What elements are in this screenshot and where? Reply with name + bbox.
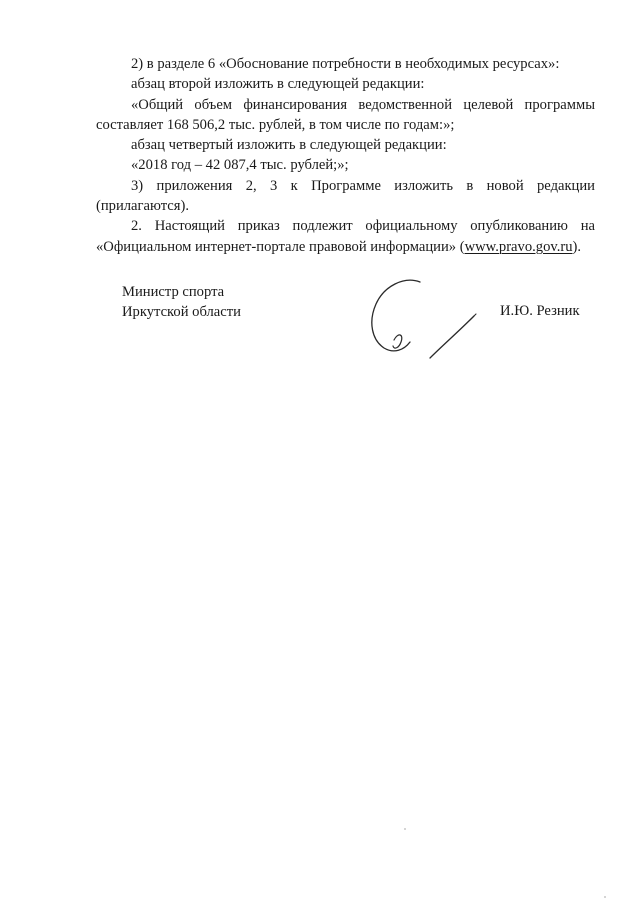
paragraph-financing-volume: «Общий объем финансирования ведомственной целевой программы составляет 168 506,2 тыс. рублей, в том числе по годам:»; bbox=[96, 96, 595, 133]
paragraph-fourth-abzac-instruction: абзац четвертый изложить в следующей редакции: bbox=[131, 137, 447, 154]
paragraph-second-abzac-instruction: абзац второй изложить в следующей редакции: bbox=[131, 76, 425, 93]
scan-speck bbox=[604, 896, 606, 898]
document-body bbox=[96, 54, 595, 257]
pravo-gov-link[interactable]: www.pravo.gov.ru bbox=[464, 238, 573, 255]
paragraph-section-6-heading: 2) в разделе 6 «Обоснование потребности в необходимых ресурсах»: bbox=[131, 56, 560, 72]
paragraph-publication: 2. Настоящий приказ подлежит официальному опубликованию на «Официальном интернет-портале правовой информации» (www.pravo.gov.ru). bbox=[96, 216, 595, 257]
paragraph-appendices: 3) приложения 2, 3 к Программе изложить в новой редакции (прилагаются). bbox=[96, 177, 595, 215]
scan-speck bbox=[404, 828, 406, 830]
handwritten-signature bbox=[364, 270, 488, 366]
signatory-title: Министр спорта Иркутской области bbox=[122, 284, 241, 320]
paragraph-year-2018-amount: «2018 год – 42 087,4 тыс. рублей;»; bbox=[131, 157, 349, 174]
publication-line: «Официальном интернет-портале правовой информации» (www.pravo.gov.ru). bbox=[96, 238, 582, 255]
signatory-name: И.Ю. Резник bbox=[500, 303, 580, 319]
